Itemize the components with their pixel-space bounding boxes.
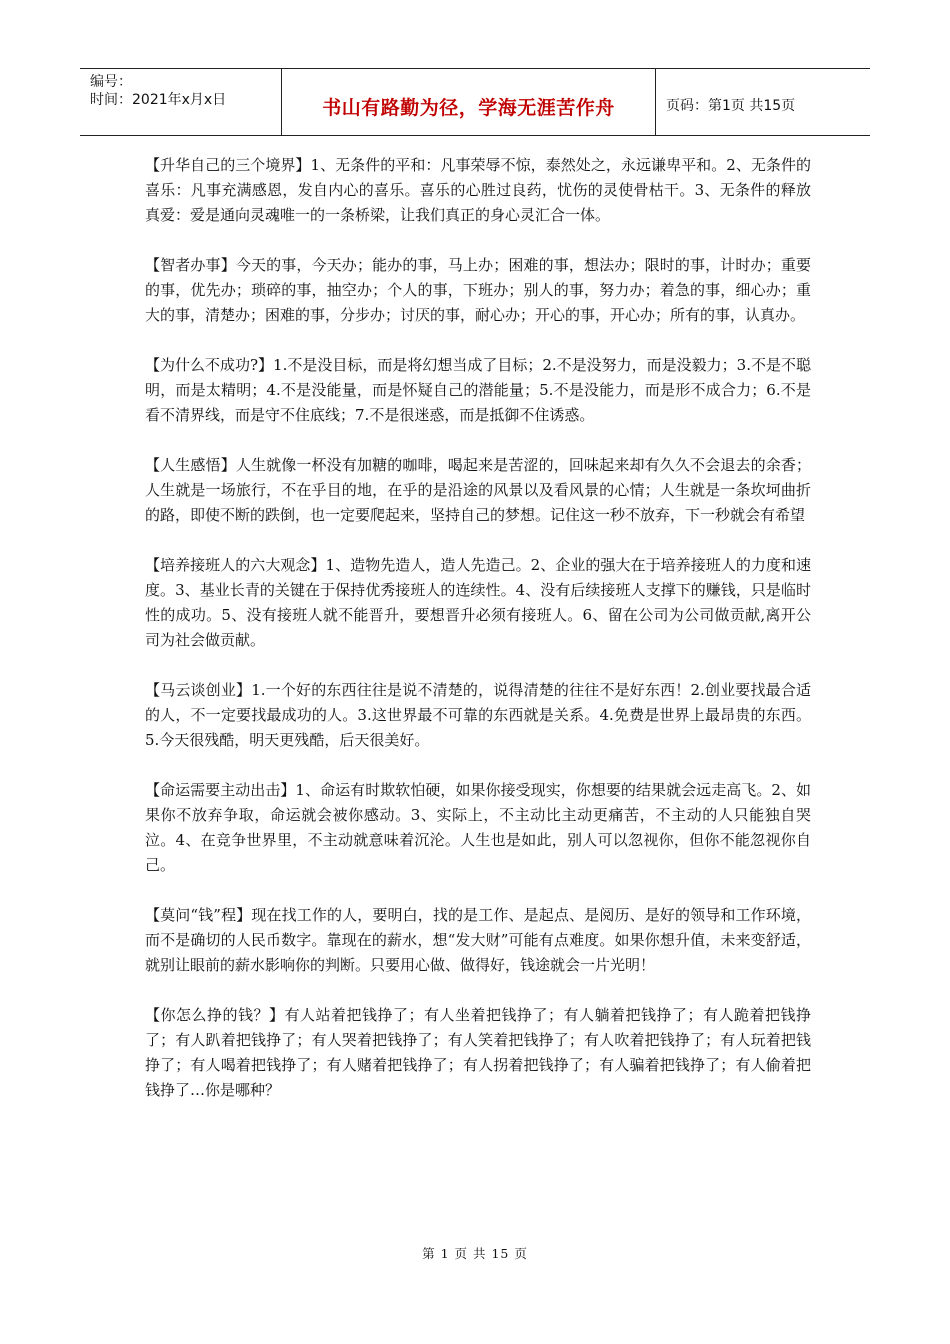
- document-time-label: 时间：2021年x月x日: [90, 92, 227, 108]
- paragraph-take-initiative: 【命运需要主动出击】1、命运有时欺软怕硬，如果你接受现实，你想要的结果就会远走高飞。2、如果你不放弃争取，命运就会被你感动。3、实际上，不主动比主动更痛苦，不主动的人只能独自哭泣。4、在竞争世界里，不主动就意味着沉沦。人生也是如此，别人可以忽视你，但你不能忽视你自己。: [145, 781, 811, 874]
- page-footer: 第 1 页 共 15 页: [422, 1246, 528, 1261]
- paragraph-money-future: 【莫问“钱”程】现在找工作的人，要明白，找的是工作、是起点、是阅历、是好的领导和工作环境，而不是确切的人民币数字。靠现在的薪水，想“发大财”可能有点难度。如果你想升值，未来变舒适，就别让眼前的薪水影响你的判断。只要用心做、做得好，钱途就会一片光明！: [145, 906, 811, 974]
- paragraph-wise-handling: 【智者办事】今天的事，今天办；能办的事，马上办；困难的事，想法办；限时的事，计时办；重要的事，优先办；琐碎的事，抽空办；个人的事，下班办；别人的事，努力办；着急的事，细心办；重大的事，清楚办；困难的事，分步办；讨厌的事，耐心办；开心的事，开心办；所有的事，认真办。: [145, 256, 811, 324]
- document-body: [145, 153, 811, 1128]
- header-motto: 书山有路勤为径，学海无涯苦作舟: [282, 69, 656, 135]
- page-header: [80, 68, 870, 136]
- document-number-label: 编号：: [90, 74, 132, 90]
- paragraph-life-insight: 【人生感悟】人生就像一杯没有加糖的咖啡，喝起来是苦涩的，回味起来却有久久不会退去的余香；人生就是一场旅行，不在乎目的地，在乎的是沿途的风景以及看风景的心情；人生就是一条坎坷曲折的路，即使不断的跌倒，也一定要爬起来，坚持自己的梦想。记住这一秒不放弃，下一秒就会有希望: [145, 456, 811, 524]
- header-meta: [80, 69, 282, 135]
- header-page-info: 页码：第1页 共15页: [666, 98, 796, 114]
- paragraph-jack-ma-startup: 【马云谈创业】1.一个好的东西往往是说不清楚的，说得清楚的往往不是好东西！2.创业要找最合适的人，不一定要找最成功的人。3.这世界最不可靠的东西就是关系。4.免费是世界上最昂贵的东西。5.今天很残酷，明天更残酷，后天很美好。: [145, 681, 811, 749]
- paragraph-why-not-successful: 【为什么不成功?】1.不是没目标，而是将幻想当成了目标；2.不是没努力，而是没毅力；3.不是不聪明，而是太精明；4.不是没能量，而是怀疑自己的潜能量；5.不是没能力，而是形不成合力；6.不是看不清界线，而是守不住底线；7.不是很迷惑，而是抵御不住诱惑。: [145, 356, 811, 424]
- paragraph-how-earn-money: 【你怎么挣的钱？】有人站着把钱挣了；有人坐着把钱挣了；有人躺着把钱挣了；有人跪着把钱挣了；有人趴着把钱挣了；有人哭着把钱挣了；有人笑着把钱挣了；有人吹着把钱挣了；有人玩着把钱挣了；有人喝着把钱挣了；有人赌着把钱挣了；有人拐着把钱挣了；有人骗着把钱挣了；有人偷着把钱挣了…你是哪种？: [145, 1006, 811, 1099]
- paragraph-successor-concepts: 【培养接班人的六大观念】1、造物先造人，造人先造己。2、企业的强大在于培养接班人的力度和速度。3、基业长青的关键在于保持优秀接班人的连续性。4、没有后续接班人支撑下的赚钱，只是临时性的成功。5、没有接班人就不能晋升，要想晋升必须有接班人。6、留在公司为公司做贡献,离开公司为社会做贡献。: [145, 556, 811, 649]
- paragraph-three-realms: 【升华自己的三个境界】1、无条件的平和：凡事荣辱不惊，泰然处之，永远谦卑平和。2、无条件的喜乐：凡事充满感恩，发自内心的喜乐。喜乐的心胜过良药，忧伤的灵使骨枯干。3、无条件的释放真爱：爱是通向灵魂唯一的一条桥梁，让我们真正的身心灵汇合一体。: [145, 156, 811, 224]
